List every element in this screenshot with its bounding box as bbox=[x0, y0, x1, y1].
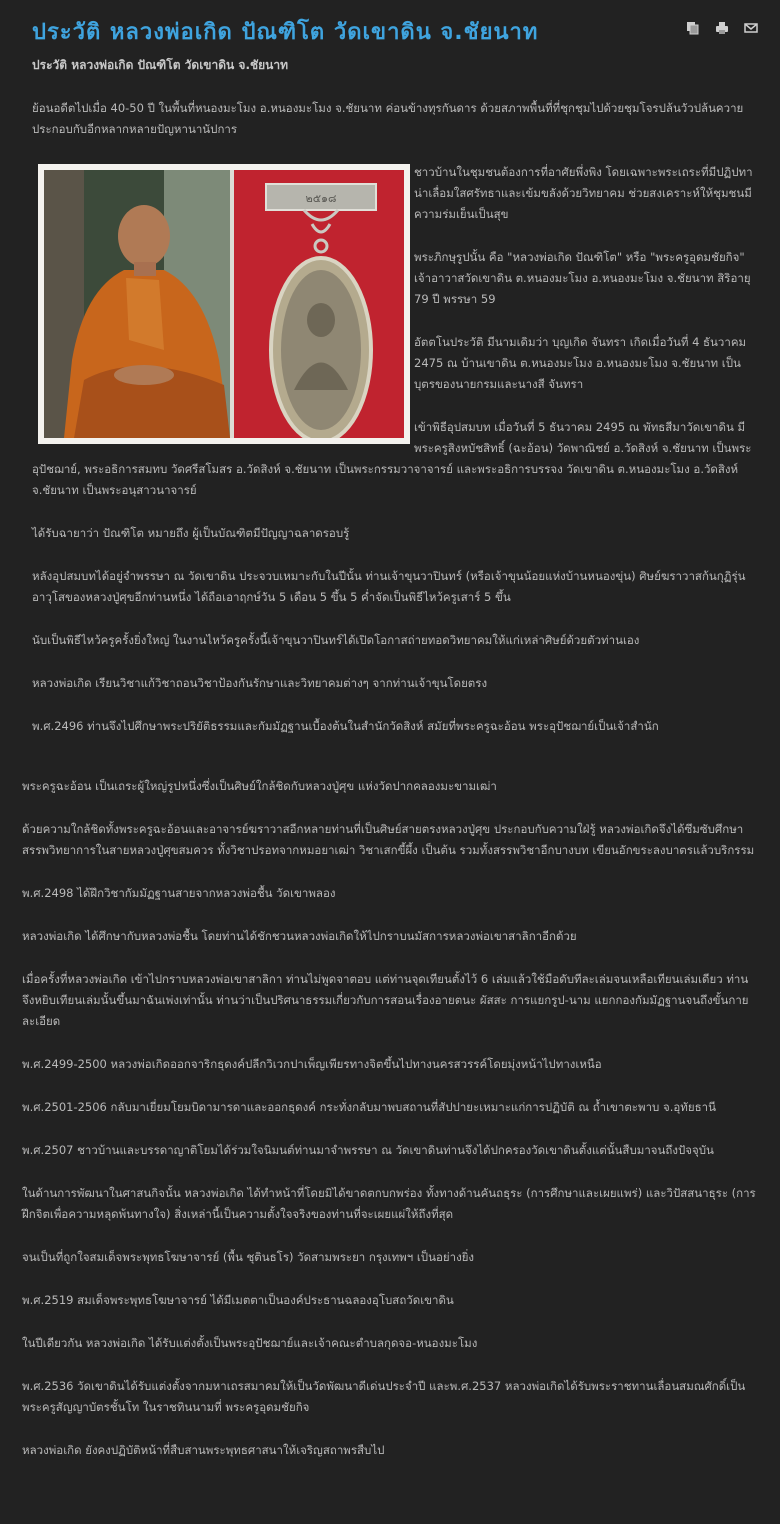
monk-and-amulet-image bbox=[44, 170, 404, 438]
paragraph: พ.ศ.2501-2506 กลับมาเยี่ยมโยมบิดามารดาและออกธุดงค์ กระทั่งกลับมาพบสถานที่สัปปายะเหมาะแก่การปฏิบัติ ณ ถ้ำเขาตะพาบ จ.อุทัยธานี bbox=[22, 1100, 716, 1114]
paragraph: พระภิกษุรูปนั้น คือ "หลวงพ่อเกิด ปัณฑิโต" หรือ "พระครูอุดมชัยกิจ" เจ้าอาวาสวัดเขาดิน ต.หนองมะโมง อ.หนองมะโมง จ.ชัยนาท สิริอายุ 79 ปี พรรษา 59 bbox=[414, 250, 751, 306]
paragraph: พ.ศ.2536 วัดเขาดินได้รับแต่งตั้งจากมหาเถรสมาคมให้เป็นวัดพัฒนาดีเด่นประจำปี และพ.ศ.2537 หลวงพ่อเกิดได้รับพระราชทานเลื่อนสมณศักดิ์เป็นพระครูสัญญาบัตรชั้นโท ในราชทินนามที่ พระครูอุดมชัยกิจ bbox=[22, 1379, 746, 1414]
paragraph: ชาวบ้านในชุมชนต้องการที่อาศัยพึ่งพิง โดยเฉพาะพระเถระที่มีปฏิปทาน่าเลื่อมใสศรัทธาและเข้มขลังด้วยวิทยาคม ช่วยสงเคราะห์ให้ชุมชนมีความร่มเย็นเป็นสุข bbox=[414, 165, 753, 221]
email-icon[interactable] bbox=[744, 20, 758, 34]
paragraph: ในด้านการพัฒนาในศาสนกิจนั้น หลวงพ่อเกิด ได้ทำหน้าที่โดยมิได้ขาดตกบกพร่อง ทั้งทางด้านคันถธุระ (การศึกษาและเผยแพร่) และวิปัสสนาธุระ (การฝึกจิตเพื่อความหลุดพ้นทางใจ) สิ่งเหล่านี้เป็นความตั้งใจจริงของท่านที่จะเผยแผ่ให้ถึงที่สุด bbox=[22, 1186, 756, 1221]
medal-inscription: ๒๕๑๘ bbox=[305, 192, 337, 205]
page-title: ประวัติ หลวงพ่อเกิด ปัณฑิโต วัดเขาดิน จ.ชัยนาท bbox=[32, 20, 539, 45]
paragraph: เมื่อครั้งที่หลวงพ่อเกิด เข้าไปกราบหลวงพ่อเขาสาลิกา ท่านไม่พูดจาตอบ แต่ท่านจุดเทียนตั้งไว้ 6 เล่มแล้วใช้มือดับทีละเล่มจนเหลือเทียนเล่มเดียว ท่านจึงหยิบเทียนเล่มนั้นขึ้นมาฉันเพ่งเท่านั้น ท่านว่าเป็นปริศนาธรรมเกี่ยวกับการสอนเรื่องอายตนะ ผัสสะ การแยกรูป-นาม แยกกองกัมมัฏฐานจนถึงขั้นกายละเอียด bbox=[22, 972, 749, 1028]
article-image bbox=[38, 164, 410, 444]
paragraph: นับเป็นพิธีไหว้ครูครั้งยิ่งใหญ่ ในงานไหว้ครูครั้งนี้เจ้าขุนวาปินทร์ได้เปิดโอกาสถ่ายทอดวิทยาคมให้แก่เหล่าศิษย์ด้วยตัวท่านเอง bbox=[32, 633, 640, 647]
paragraph: พ.ศ.2499-2500 หลวงพ่อเกิดออกจาริกธุดงค์ปลีกวิเวกปาเพ็ญเพียรทางจิตขึ้นไปทางนครสวรรค์โดยมุ่งหน้าไปทางเหนือ bbox=[22, 1057, 602, 1071]
paragraph: พ.ศ.2507 ชาวบ้านและบรรดาญาติโยมได้ร่วมใจนิมนต์ท่านมาจำพรรษา ณ วัดเขาดินท่านจึงได้ปกครองวัดเขาดินตั้งแต่นั้นสืบมาจนถึงปัจจุบัน bbox=[22, 1143, 714, 1157]
paragraph: ได้รับฉายาว่า ปัณฑิโต หมายถึง ผู้เป็นบัณฑิตมีปัญญาฉลาดรอบรู้ bbox=[32, 526, 350, 540]
paragraph: ในปีเดียวกัน หลวงพ่อเกิด ได้รับแต่งตั้งเป็นพระอุปัชฌาย์และเจ้าคณะตำบลกุดจอ-หนองมะโมง bbox=[22, 1336, 478, 1350]
paragraph: พระครูฉะอ้อน เป็นเถระผู้ใหญ่รูปหนึ่งซึ่งเป็นศิษย์ใกล้ชิดกับหลวงปู่ศุข แห่งวัดปากคลองมะขามเฒ่า bbox=[22, 779, 497, 793]
paragraph: หลวงพ่อเกิด ได้ศึกษากับหลวงพ่อชื้น โดยท่านได้ชักชวนหลวงพ่อเกิดให้ไปกราบนมัสการหลวงพ่อเขาสาลิกาอีกด้วย bbox=[22, 929, 577, 943]
paragraph: หลวงพ่อเกิด ยังคงปฏิบัติหน้าที่สืบสานพระพุทธศาสนาให้เจริญสถาพรสืบไป bbox=[22, 1443, 385, 1457]
paragraph: ด้วยความใกล้ชิดทั้งพระครูฉะอ้อนและอาจารย์ฆราวาสอีกหลายท่านที่เป็นศิษย์สายตรงหลวงปู่ศุข ประกอบกับความใฝ่รู้ หลวงพ่อเกิดจึงได้ซึมซับศึกษาสรรพวิทยาการในสายหลวงปู่ศุขสมควร ทั้งวิชาปรอทจากหมอยาเฒ่า วิชาเสกขี้ผึ้ง เป็นต้น รวมทั้งสรรพวิชาอีกบางบท เขียนอักขระลงบาตรแล้วบริกรรม bbox=[22, 822, 755, 857]
paragraph: อัตตโนประวัติ มีนามเดิมว่า บุญเกิด จันทรา เกิดเมื่อวันที่ 4 ธันวาคม 2475 ณ บ้านเขาดิน ต.หนองมะโมง อ.หนองมะโมง จ.ชัยนาท เป็นบุตรของนายกรมและนางสี จันทรา bbox=[414, 335, 747, 391]
paragraph: หลวงพ่อเกิด เรียนวิชาแก้วิชาถอนวิชาป้องกันรักษาและวิทยาคมต่างๆ จากท่านเจ้าขุนโดยตรง bbox=[32, 676, 488, 690]
article-tools bbox=[686, 20, 758, 34]
paragraph: พ.ศ.2498 ได้ฝึกวิชากัมมัฏฐานสายจากหลวงพ่อชื้น วัดเขาพลอง bbox=[22, 886, 336, 900]
article-subtitle: ประวัติ หลวงพ่อเกิด ปัณฑิโต วัดเขาดิน จ.ชัยนาท bbox=[32, 58, 289, 72]
paragraph: เข้าพิธีอุปสมบท เมื่อวันที่ 5 ธันวาคม 2495 ณ พัทธสีมาวัดเขาดิน มีพระครูสิงหบัชสิทธิ์ (ฉะอ้อน) วัดพาณิชย์ อ.วัดสิงห์ จ.ชัยนาท เป็นพระอุปัชฌาย์, พระอธิการสมทบ วัดศรีสโมสร อ.วัดสิงห์ จ.ชัยนาท เป็นพระกรรมวาจาจารย์ และพระอธิการบรรจง วัดเขาดิน ต.หนองมะโมง อ.วัดสิงห์ จ.ชัยนาท เป็นพระอนุสาวนาจารย์ bbox=[32, 420, 752, 497]
paragraph: หลังอุปสมบทได้อยู่จำพรรษา ณ วัดเขาดิน ประจวบเหมาะกับในปีนั้น ท่านเจ้าขุนวาปินทร์ (หรือเจ้าขุนน้อยแห่งบ้านหนองขุ่น) ศิษย์ฆราวาสก้นกุฏิรุ่นอาวุโสของหลวงปู่ศุขอีกท่านหนึ่ง ได้ถือเอาฤกษ์วัน 5 เดือน 5 ขึ้น 5 ค่ำจัดเป็นพิธีไหว้ครูเสาร์ 5 ขึ้น bbox=[32, 569, 746, 604]
paragraph: ย้อนอดีตไปเมื่อ 40-50 ปี ในพื้นที่หนองมะโมง อ.หนองมะโมง จ.ชัยนาท ค่อนข้างทุรกันดาร ด้วยสภาพพื้นที่ที่ชุกชุมไปด้วยชุมโจรปล้นวัวปล้นควาย ประกอบกับอีกหลากหลายปัญหานานัปการ bbox=[32, 101, 744, 136]
article-body-continued bbox=[22, 776, 758, 1483]
print-icon[interactable] bbox=[715, 20, 729, 34]
paragraph: พ.ศ.2519 สมเด็จพระพุทธโฆษาจารย์ ได้มีเมตตาเป็นองค์ประธานฉลองอุโบสถวัดเขาดิน bbox=[22, 1293, 454, 1307]
paragraph: จนเป็นที่ถูกใจสมเด็จพระพุทธโฆษาจารย์ (พื้น ชุตินธโร) วัดสามพระยา กรุงเทพฯ เป็นอย่างยิ่ง bbox=[22, 1250, 475, 1264]
article-body bbox=[32, 98, 758, 759]
pdf-icon[interactable] bbox=[686, 20, 700, 34]
paragraph: พ.ศ.2496 ท่านจึงไปศึกษาพระปริยัติธรรมและกัมมัฏฐานเบื้องต้นในสำนักวัดสิงห์ สมัยที่พระครูฉะอ้อน พระอุปัชฌาย์เป็นเจ้าสำนัก bbox=[32, 719, 659, 733]
